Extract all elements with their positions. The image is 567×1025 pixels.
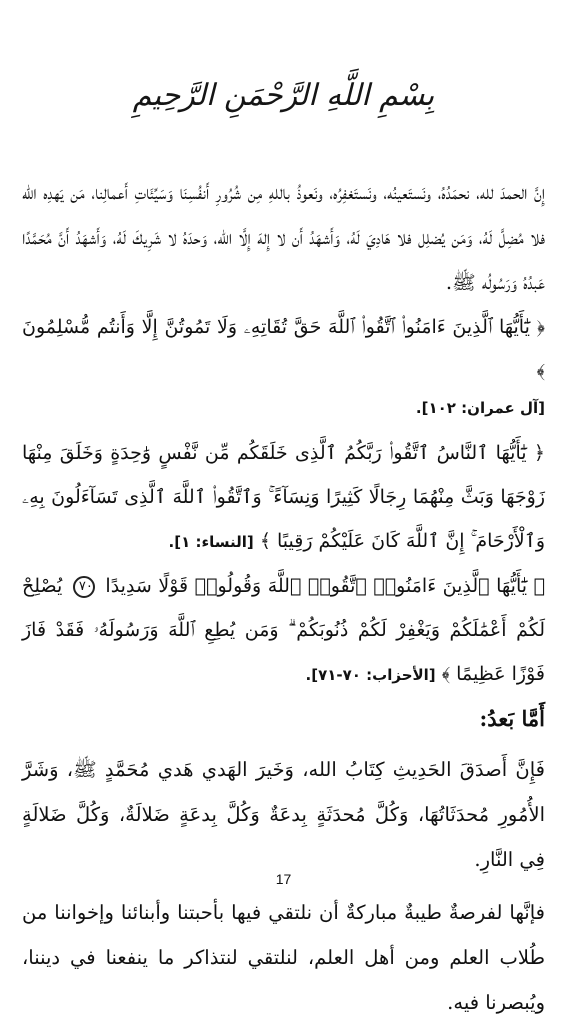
basmala-header xyxy=(0,78,567,113)
verse-1-text: ﴿ يَٰٓأَيُّهَا ٱلَّذِينَ ءَامَنُوا۟ ٱتَّقُوا۟ ٱللَّهَ حَقَّ تُقَاتِهِۦ وَلَا تَمُوتُنَّ إِلَّا وَأَنتُم مُّسْلِمُونَ ﴾ xyxy=(22,316,545,382)
verse-2-text: ﴿ يَٰٓأَيُّهَا ٱلنَّاسُ ٱتَّقُوا۟ رَبَّكُمُ ٱلَّذِى خَلَقَكُم مِّن نَّفْسٍ وَٰحِدَةٍ وَخَلَقَ مِنْهَا زَوْجَهَا وَبَثَّ مِنْهُمَا رِجَالًا كَثِيرًا وَنِسَآءً ۚ وَٱتَّقُوا۟ ٱللَّهَ ٱلَّذِى تَسَآءَلُونَ بِهِۦ وَٱلْأَرْحَامَ ۚ إِنَّ ٱللَّهَ كَانَ عَلَيْكُمْ رَقِيبًا ﴾ xyxy=(22,442,545,552)
verse-3-reference: [الأحزاب: ٧٠-٧١]. xyxy=(305,666,436,684)
verse-1-reference-line xyxy=(22,393,545,423)
verse-1-reference: [آل عمران: ١٠٢]. xyxy=(415,399,545,417)
verse-3-text-b: يُصْلِحْ لَكُمْ أَعْمَٰلَكُمْ وَيَغْفِرْ لَكُمْ ذُنُوبَكُمْ ۗ وَمَن يُطِعِ ٱللَّهَ وَرَسُولَهُۥ فَقَدْ فَازَ فَوْزًا عَظِيمًا ﴾ xyxy=(22,575,545,685)
verse-3 xyxy=(22,564,545,697)
verse-3-text-a: ﴿ يَٰٓأَيُّهَا ٱلَّذِينَ ءَامَنُوا۟ ٱتَّقُوا۟ ٱللَّهَ وَقُولُوا۟ قَوْلًا سَدِيدًا xyxy=(105,575,545,597)
verse-2 xyxy=(22,431,545,564)
intro-paragraph: إِنَّ الحمدَ لله، نحمَدُهُ، ونَستَعينُه، ونَستَغفِرُه، ونَعوذُ باللهِ مِن شُرُورِ أَنفُسِنَا وَسَيِّئَاتِ أَعمالِنا، مَن يَهدِه الله فلا مُضِلَّ لَهُ، وَمَن يُضلِل فلا هَادِيَ لَهُ، وَأَشهَدُ أَن لا إِلهَ إِلَّا الله، وَحدَهُ لا شَرِيكَ لَهُ، وَأَشهَدُ أَنَّ مُحَمَّدًا عَبدُهُ وَرَسُولُه ﷺ. xyxy=(22,181,545,294)
closing-paragraph: فإنَّها لفرصةٌ طيبةٌ مباركةٌ أن نلتقي فيها بأحبتنا وأبنائنا وإخواننا من طُلاب العلم ومن أهل العلم، لنلتقي لنتذاكر ما ينفعنا في ديننا، ويُبصرنا فيه. xyxy=(22,901,545,1014)
page-body xyxy=(22,170,545,1025)
basmala-calligraphy: بِسْمِ اللَّهِ الرَّحْمَنِ الرَّحِيمِ xyxy=(132,78,435,113)
ayah-number-marker: ٧٠ xyxy=(73,576,95,598)
verse-1 xyxy=(22,305,545,393)
page-number: 17 xyxy=(275,871,292,887)
hadith-paragraph: فَإِنَّ أَصدَقَ الحَدِيثِ كِتَابُ الله، وَخَيرَ الهَدي هَدي مُحَمَّدٍ ﷺ، وَشَرَّ الأُمُورِ مُحدَثَاتُهَا، وَكُلَّ مُحدَثَةٍ بِدعَةٌ وَكُلَّ بِدعَةٍ ضَلالَةٌ، وَكُلَّ ضَلالَةٍ فِي النَّارِ. xyxy=(22,758,545,871)
amma-baad-heading: أَمَّا بَعدُ: xyxy=(479,706,545,731)
verse-2-reference: [النساء: ١]. xyxy=(168,533,254,551)
